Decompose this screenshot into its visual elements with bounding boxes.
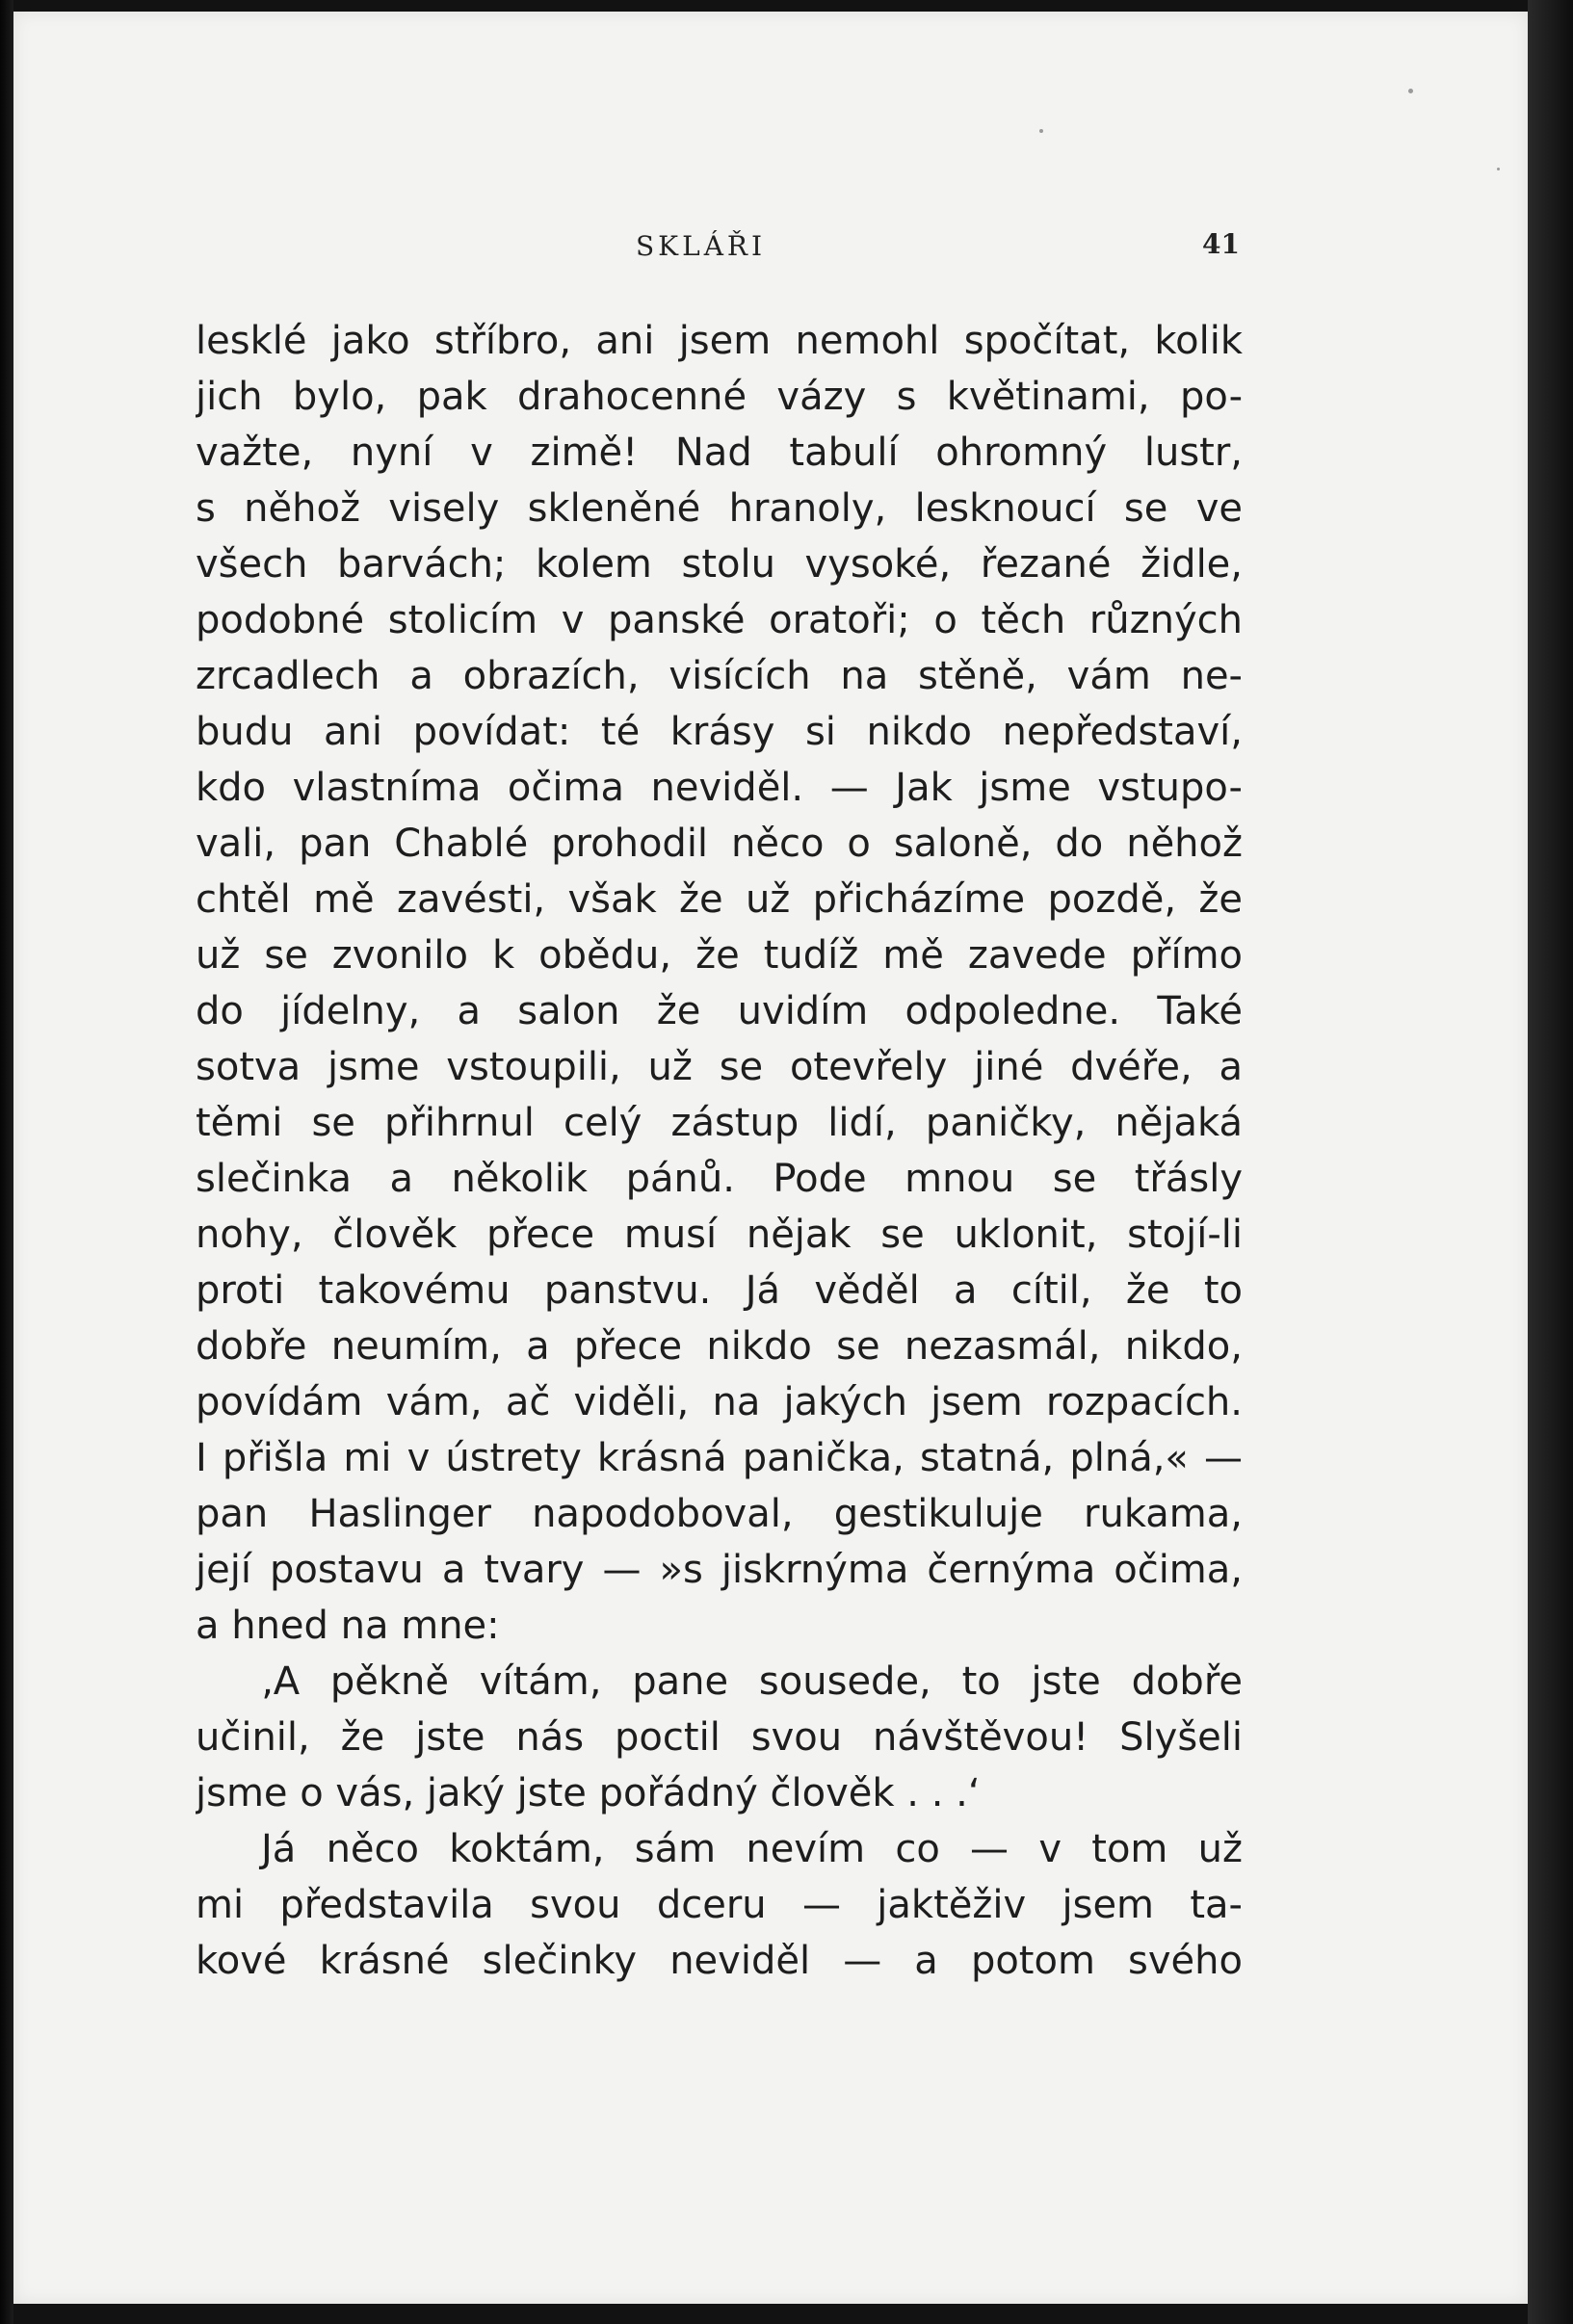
text-line: podobné stolicím v panské oratoři; o těch různých [196,598,1243,642]
text-line: dobře neumím, a přece nikdo se nezasmál, nikdo, [196,1324,1243,1369]
paper-speck [1039,129,1043,133]
text-line: povídám vám, ač viděli, na jakých jsem rozpacích. [196,1380,1243,1424]
text-line: Já něco koktám, sám nevím co — v tom už [261,1827,1243,1871]
text-line: jich bylo, pak drahocenné vázy s květinami, po- [196,375,1243,419]
paper-speck [1497,168,1500,170]
text-line: važte, nyní v zimě! Nad tabulí ohromný lustr, [196,431,1243,475]
text-line: do jídelny, a salon že uvidím odpoledne. Také [196,989,1243,1033]
text-line: kdo vlastníma očima neviděl. — Jak jsme vstupo- [196,766,1243,810]
text-line: ‚A pěkně vítám, pane sousede, to jste dobře [261,1659,1243,1704]
text-line: budu ani povídat: té krásy si nikdo nepředstaví, [196,710,1243,754]
text-line: lesklé jako stříbro, ani jsem nemohl spočítat, kolik [196,319,1243,363]
text-line: mi představila svou dceru — jaktěživ jsem ta- [196,1883,1243,1927]
binding-shadow [0,0,13,2324]
right-page-edge [1528,0,1573,2324]
text-line: její postavu a tvary — »s jiskrnýma černýma očima, [196,1548,1243,1592]
text-line: jsme o vás, jaký jste pořádný člověk . . .‘ [196,1771,981,1815]
text-line: učinil, že jste nás poctil svou návštěvou! Slyšeli [196,1715,1243,1760]
text-line: nohy, člověk přece musí nějak se uklonit, stojí-li [196,1213,1243,1257]
text-line: všech barvách; kolem stolu vysoké, řezané židle, [196,542,1243,587]
text-line: I přišla mi v ústrety krásná panička, statná, plná,« — [196,1436,1243,1480]
text-line: vali, pan Chablé prohodil něco o saloně, do něhož [196,822,1243,866]
text-line: těmi se přihrnul celý zástup lidí, paničky, nějaká [196,1101,1243,1145]
text-line: proti takovému panstvu. Já věděl a cítil, že to [196,1268,1243,1313]
text-line: a hned na mne: [196,1604,500,1648]
paper-speck [1408,89,1413,93]
text-line: chtěl mě zavésti, však že už přicházíme pozdě, že [196,877,1243,922]
text-line: s něhož visely skleněné hranoly, lesknoucí se ve [196,486,1243,531]
text-line: sotva jsme vstoupili, už se otevřely jiné dvéře, a [196,1045,1243,1089]
running-title: SKLÁŘI [636,230,767,262]
page-number: 41 [1202,228,1240,260]
text-line: kové krásné slečinky neviděl — a potom svého [196,1939,1243,1983]
body-text [196,313,1243,1989]
text-line: slečinka a několik pánů. Pode mnou se třásly [196,1157,1243,1201]
text-line: už se zvonilo k obědu, že tudíž mě zavede přímo [196,933,1243,978]
running-header [0,217,1573,274]
text-line: pan Haslinger napodoboval, gestikuluje rukama, [196,1492,1243,1536]
text-line: zrcadlech a obrazích, visících na stěně, vám ne- [196,654,1243,698]
